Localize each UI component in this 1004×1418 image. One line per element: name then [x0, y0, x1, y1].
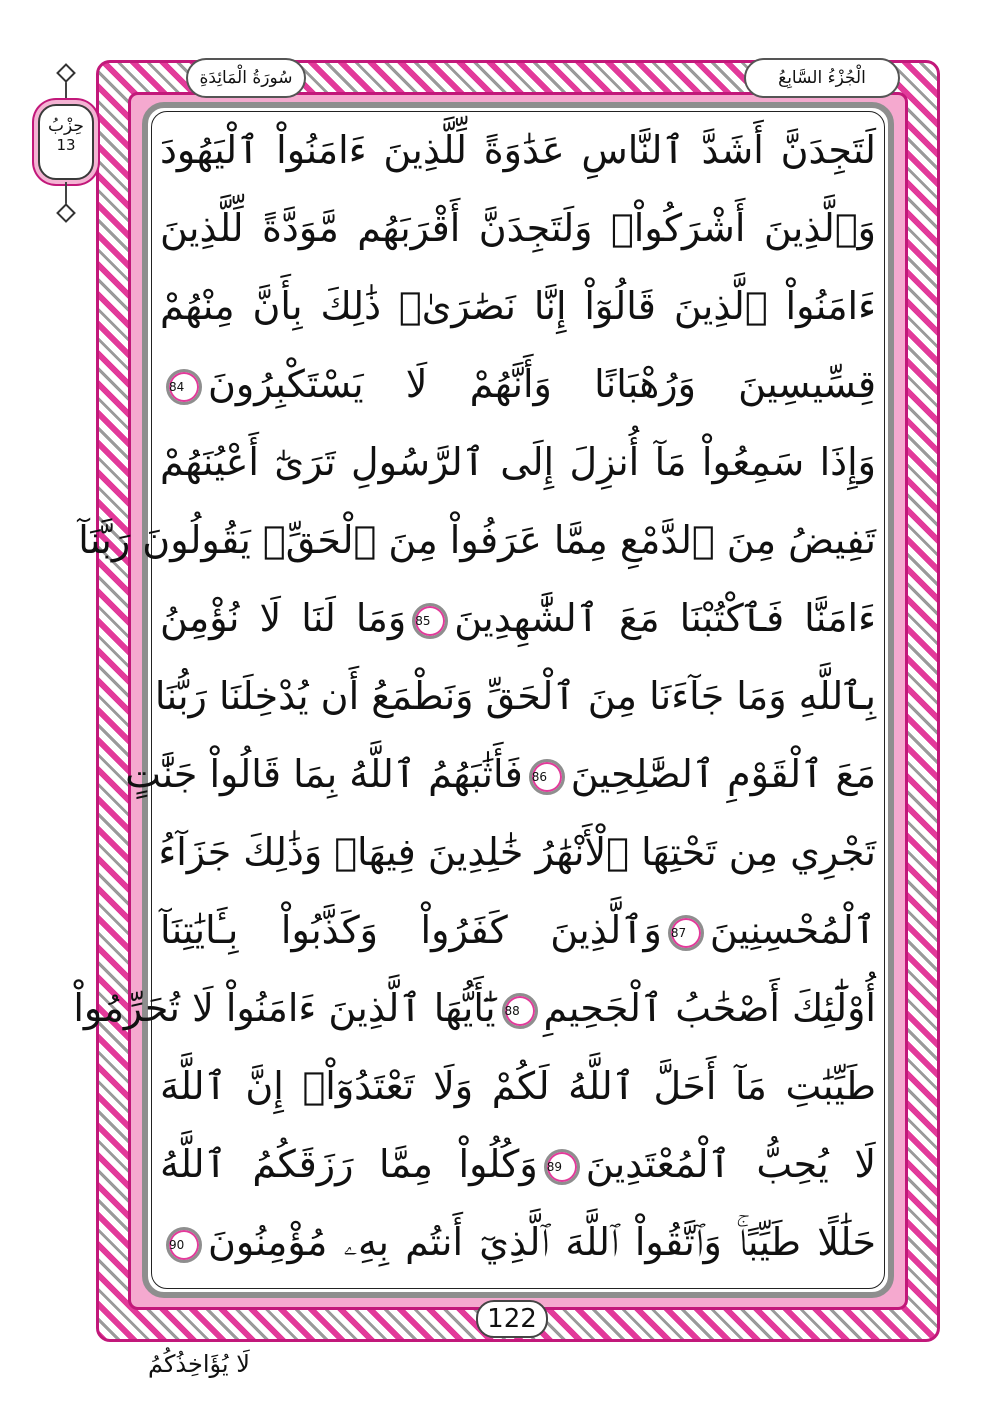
surah-label: سُورَةُ الْمَائِدَةِ: [199, 68, 293, 88]
verse-text: مَعَ ٱلْقَوْمِ ٱلصَّٰلِحِينَ: [570, 752, 876, 796]
verse-number-marker: 90: [166, 1227, 202, 1263]
hizb-marker: [30, 64, 102, 224]
hizb-badge: [38, 104, 94, 180]
text-line: [160, 1130, 876, 1198]
text-line: [160, 428, 876, 496]
verse-text: يَٰٓأَيُّهَا ٱلَّذِينَ ءَامَنُواْ لَا تُحَرِّمُواْ: [73, 986, 496, 1030]
text-line: [160, 350, 876, 418]
verse-text: لَا يُحِبُّ ٱلْمُعْتَدِينَ: [585, 1142, 877, 1186]
text-line: [160, 1208, 876, 1276]
text-line: [160, 116, 876, 184]
text-line: [78, 506, 876, 574]
verse-text: طَيِّبَٰتِ مَآ أَحَلَّ ٱللَّهُ لَكُمْ وَلَا تَعْتَدُوٓاْۚ إِنَّ ٱللَّهَ: [160, 1064, 876, 1108]
verse-text: حَلَٰلًا طَيِّبًاۚ وَٱتَّقُواْ ٱللَّهَ ٱلَّذِيٓ أَنتُم بِهِۦ مُؤْمِنُونَ: [208, 1220, 876, 1264]
hizb-number: 13: [56, 136, 76, 154]
text-line: [73, 974, 876, 1042]
verse-text: لَتَجِدَنَّ أَشَدَّ ٱلنَّاسِ عَدَٰوَةً لِّلَّذِينَ ءَامَنُواْ ٱلْيَهُودَ: [160, 128, 876, 172]
verse-text: وَٱلَّذِينَ كَفَرُواْ وَكَذَّبُواْ بِـَٔايَٰتِنَآ: [160, 908, 662, 952]
text-line: [160, 818, 876, 886]
juz-label: الْجُزْءُ السَّابِعُ: [778, 68, 866, 88]
catchword: لَا يُؤَاخِذُكُمُ: [148, 1350, 250, 1378]
verse-number-marker: 88: [502, 993, 538, 1029]
verse-text: فَأَثَٰبَهُمُ ٱللَّهُ بِمَا قَالُواْ جَنَّٰتٍ: [125, 752, 523, 796]
text-line: [160, 194, 876, 262]
diamond-icon: [56, 203, 76, 223]
verse-text: ءَامَنُواْ ٱلَّذِينَ قَالُوٓاْ إِنَّا نَصَٰرَىٰۚ ذَٰلِكَ بِأَنَّ مِنْهُمْ: [160, 284, 876, 328]
juz-cartouche: [744, 58, 900, 98]
verse-text: ءَامَنَّا فَٱكْتُبْنَا مَعَ ٱلشَّٰهِدِينَ: [454, 596, 876, 640]
verse-text: وَإِذَا سَمِعُواْ مَآ أُنزِلَ إِلَى ٱلرَّسُولِ تَرَىٰٓ أَعْيُنَهُمْ: [160, 440, 876, 484]
verse-number-marker: 86: [529, 759, 565, 795]
diamond-icon: [56, 63, 76, 83]
verse-text: قِسِّيسِينَ وَرُهْبَانًا وَأَنَّهُمْ لَا يَسْتَكْبِرُونَ: [208, 362, 876, 406]
verse-number-marker: 84: [166, 369, 202, 405]
verse-text: وَكُلُواْ مِمَّا رَزَقَكُمُ ٱللَّهُ: [160, 1142, 538, 1186]
verse-number-marker: 89: [544, 1149, 580, 1185]
verse-text: أُوْلَٰٓئِكَ أَصْحَٰبُ ٱلْجَحِيمِ: [543, 986, 876, 1030]
verse-text: تَفِيضُ مِنَ ٱلدَّمْعِ مِمَّا عَرَفُواْ مِنَ ٱلْحَقِّۖ يَقُولُونَ رَبَّنَآ: [78, 518, 876, 562]
text-line: [160, 896, 876, 964]
quran-text: [73, 116, 884, 1286]
verse-text: وَمَا لَنَا لَا نُؤْمِنُ: [160, 596, 407, 640]
text-line: [160, 272, 876, 340]
page-number: 122: [476, 1300, 548, 1338]
verse-text: تَجْرِي مِن تَحْتِهَا ٱلْأَنْهَٰرُ خَٰلِدِينَ فِيهَاۚ وَذَٰلِكَ جَزَآءُ: [158, 830, 876, 874]
verse-text: ٱلْمُحْسِنِينَ: [709, 908, 876, 952]
surah-cartouche: [186, 58, 306, 98]
verse-text: وَٱلَّذِينَ أَشْرَكُواْۖ وَلَتَجِدَنَّ أَقْرَبَهُم مَّوَدَّةً لِّلَّذِينَ: [160, 206, 876, 250]
text-line: [125, 740, 876, 808]
verse-number-marker: 87: [668, 915, 704, 951]
verse-number-marker: 85: [412, 603, 448, 639]
verse-text: بِٱللَّهِ وَمَا جَآءَنَا مِنَ ٱلْحَقِّ وَنَطْمَعُ أَن يُدْخِلَنَا رَبُّنَا: [154, 674, 876, 718]
text-line: [160, 1052, 876, 1120]
hizb-label: حِزْبُ: [48, 116, 84, 136]
text-line: [160, 584, 876, 652]
text-line: [154, 662, 876, 730]
